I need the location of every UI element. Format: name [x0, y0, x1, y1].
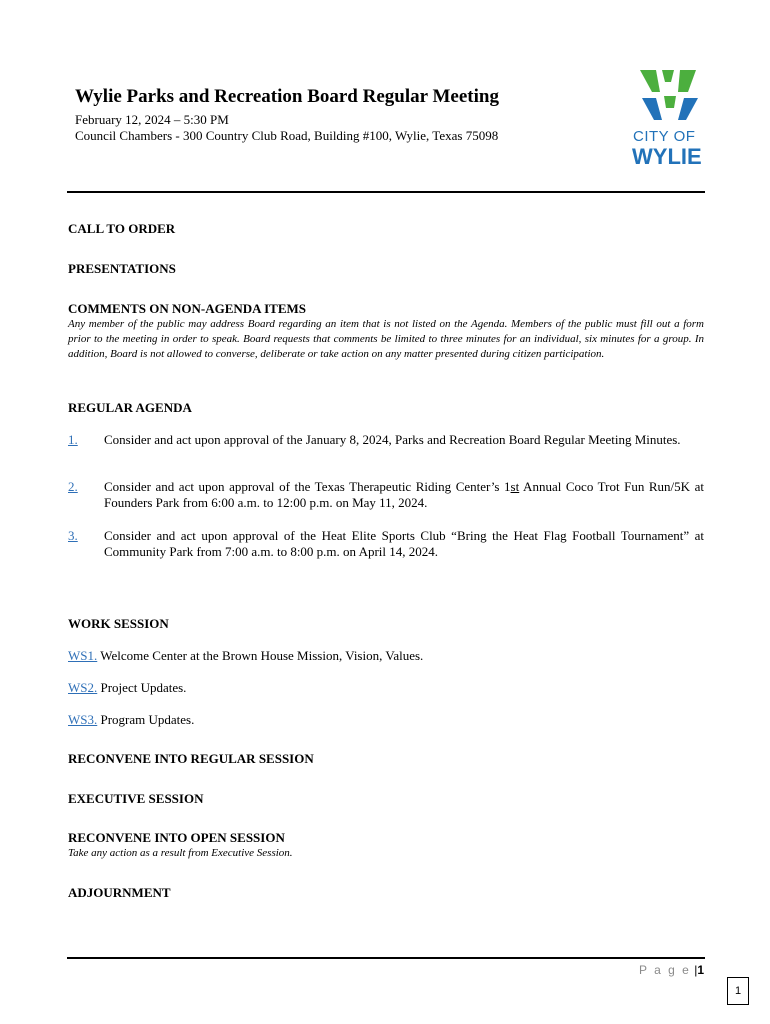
work-item-1-link[interactable]: WS1. [68, 648, 98, 663]
comments-text: Any member of the public may address Board regarding an item that is not listed on the Agenda. Members of the public must fill out a form prior to the meeting in order to speak. Board requests that comments be limited to three minutes for an individual, six minutes for a group. In addition, Board is not allowed to converse, deliberate or take action on any matter presented during citizen participation. [68, 318, 704, 360]
call-to-order-heading: CALL TO ORDER [68, 221, 176, 236]
work-item-3-link[interactable]: WS3. [68, 712, 98, 727]
comments-heading: COMMENTS ON NON-AGENDA ITEMS [68, 301, 306, 316]
footer-page-number [600, 963, 704, 977]
footer-separator: | [694, 963, 698, 977]
logo-city-of-text: CITY OF [633, 128, 696, 145]
footer-page-value: 1 [697, 963, 704, 977]
agenda-item-3-number[interactable]: 3. [68, 528, 78, 543]
page-number-box: 1 [727, 977, 749, 1005]
city-of-wylie-logo [632, 68, 708, 168]
agenda-item-2-text-before: Consider and act upon approval of the Texas Therapeutic Riding Center’s 1 [104, 479, 511, 494]
footer-page-label: P a g e [639, 963, 691, 977]
reconvene-regular-heading: RECONVENE INTO REGULAR SESSION [68, 751, 314, 766]
regular-agenda-heading: REGULAR AGENDA [68, 400, 192, 415]
reconvene-open-heading: RECONVENE INTO OPEN SESSION [68, 830, 285, 845]
agenda-item-1-number[interactable]: 1. [68, 432, 78, 447]
work-item-1 [68, 648, 423, 664]
work-session-heading: WORK SESSION [68, 616, 169, 631]
footer-divider [67, 957, 705, 959]
header-divider [67, 191, 705, 193]
meeting-date: February 12, 2024 – 5:30 PM [75, 112, 229, 127]
work-item-2-link[interactable]: WS2. [68, 680, 98, 695]
work-item-3-text: Program Updates. [100, 712, 195, 727]
agenda-item-2-number[interactable]: 2. [68, 479, 78, 494]
work-item-3 [68, 712, 194, 728]
agenda-item-2-text [104, 479, 704, 511]
agenda-item-1-text: Consider and act upon approval of the January 8, 2024, Parks and Recreation Board Regular Meeting Minutes. [104, 432, 681, 447]
meeting-location: Council Chambers - 300 Country Club Road, Building #100, Wylie, Texas 75098 [75, 128, 499, 143]
work-item-1-text: Welcome Center at the Brown House Mission, Vision, Values. [100, 648, 424, 663]
executive-session-heading: EXECUTIVE SESSION [68, 791, 204, 806]
work-item-2-text: Project Updates. [100, 680, 187, 695]
reconvene-open-text: Take any action as a result from Executive Session. [68, 847, 293, 859]
adjournment-heading: ADJOURNMENT [68, 885, 171, 900]
agenda-item-2-text-after: Annual Coco Trot Fun Run/5K at Founders Park from 6:00 a.m. to 12:00 p.m. on May 11, 2024. [104, 479, 704, 510]
agenda-item-3-text: Consider and act upon approval of the Heat Elite Sports Club “Bring the Heat Flag Football Tournament” at Community Park from 7:00 a.m. to 8:00 p.m. on April 14, 2024. [104, 528, 704, 559]
presentations-heading: PRESENTATIONS [68, 261, 176, 276]
meeting-title: Wylie Parks and Recreation Board Regular Meeting [75, 86, 499, 107]
work-item-2 [68, 680, 186, 696]
agenda-item-2-ordinal: st [510, 479, 520, 494]
logo-wylie-text: WYLIE [632, 144, 702, 169]
